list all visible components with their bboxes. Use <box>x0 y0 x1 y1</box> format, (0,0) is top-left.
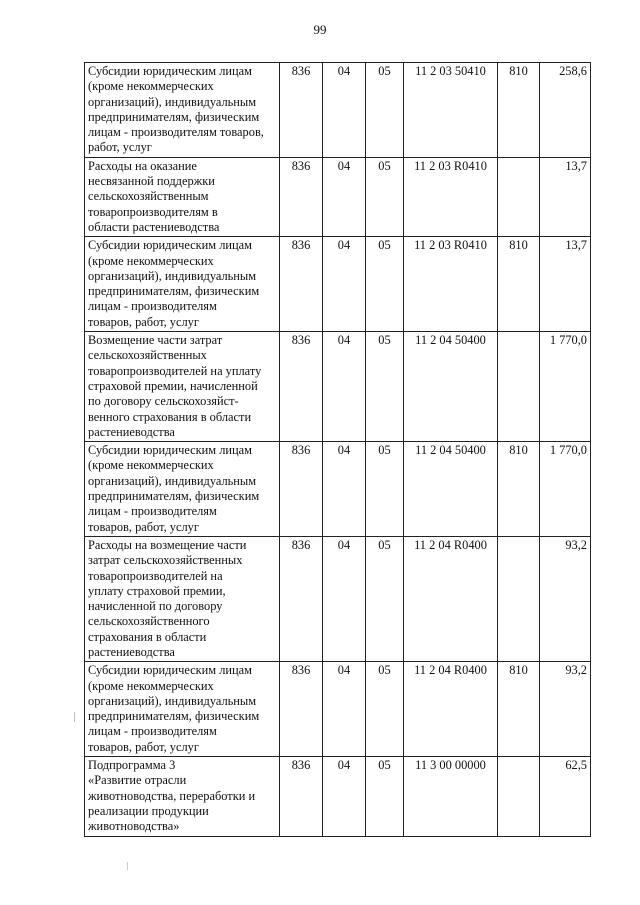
amount-cell: 93,2 <box>540 662 591 757</box>
row-name-cell <box>85 757 280 836</box>
expense-type-cell: 810 <box>498 442 540 537</box>
row-name-line: (кроме некоммерческих <box>88 253 214 268</box>
row-name-line: работ, услуг <box>88 140 152 155</box>
row-name-line: Возмещение части затрат <box>88 333 223 348</box>
section-code-cell: 04 <box>323 157 366 236</box>
row-name-line: товаров, работ, услуг <box>88 739 199 754</box>
amount-cell: 93,2 <box>540 536 591 661</box>
row-name-line: (кроме некоммерческих <box>88 678 214 693</box>
row-name-line: лицам - производителям товаров, <box>88 125 264 140</box>
row-name-line: Субсидии юридическим лицам <box>88 64 253 78</box>
row-name-cell <box>85 63 280 158</box>
row-name-line: лицам - производителям <box>88 299 217 314</box>
row-name-line: товаропроизводителей на <box>88 568 223 583</box>
row-name-line: предпринимателям, физическим <box>88 109 260 124</box>
ministry-code-cell: 836 <box>280 442 323 537</box>
row-name-line: (кроме некоммерческих <box>88 79 214 94</box>
row-name-line: животноводства» <box>88 819 180 834</box>
row-name-line: предпринимателям, физическим <box>88 709 260 724</box>
row-name-line: венного страхования в области <box>88 409 252 424</box>
ministry-code-cell: 836 <box>280 536 323 661</box>
amount-cell: 13,7 <box>540 237 591 332</box>
row-name-line: (кроме некоммерческих <box>88 458 214 473</box>
row-name-line: организаций), индивидуальным <box>88 268 257 283</box>
ministry-code-cell: 836 <box>280 63 323 158</box>
table-row <box>85 157 591 236</box>
ministry-code-cell: 836 <box>280 157 323 236</box>
amount-cell: 1 770,0 <box>540 332 591 442</box>
row-name-line: Субсидии юридическим лицам <box>88 443 253 458</box>
expense-type-cell <box>498 157 540 236</box>
row-name-cell <box>85 662 280 757</box>
row-name-cell <box>85 442 280 537</box>
section-code-cell: 04 <box>323 757 366 836</box>
row-name-line: лицам - производителям <box>88 724 217 739</box>
row-name-line: Субсидии юридическим лицам <box>88 663 253 678</box>
row-name-line: уплату страховой премии, <box>88 583 226 598</box>
scan-mark <box>127 862 128 870</box>
row-name-line: организаций), индивидуальным <box>88 473 257 488</box>
row-name-line: по договору сельскохозяйст- <box>88 394 239 409</box>
table-row <box>85 536 591 661</box>
subsection-code-cell: 05 <box>366 63 404 158</box>
expense-type-cell: 810 <box>498 63 540 158</box>
subsection-code-cell: 05 <box>366 536 404 661</box>
amount-cell: 258,6 <box>540 63 591 158</box>
row-name-line: организаций), индивидуальным <box>88 94 257 109</box>
expense-type-cell <box>498 332 540 442</box>
subsection-code-cell: 05 <box>366 662 404 757</box>
row-name-line: Расходы на возмещение части <box>88 537 247 552</box>
section-code-cell: 04 <box>323 63 366 158</box>
row-name-cell <box>85 332 280 442</box>
section-code-cell: 04 <box>323 237 366 332</box>
row-name-line: несвязанной поддержки <box>88 174 215 189</box>
row-name-line: Расходы на оказание <box>88 158 197 173</box>
row-name-line: Субсидии юридическим лицам <box>88 238 253 253</box>
row-name-line: товаропроизводителей на уплату <box>88 363 262 378</box>
target-article-cell: 11 2 04 50400 <box>404 332 498 442</box>
row-name-line: сельскохозяйственных <box>88 348 207 363</box>
row-name-line: животноводства, переработки и <box>88 788 256 803</box>
row-name-line: растениеводства <box>88 424 175 439</box>
subsection-code-cell: 05 <box>366 757 404 836</box>
row-name-line: товаропроизводителям в <box>88 204 218 219</box>
row-name-line: товаров, работ, услуг <box>88 519 199 534</box>
target-article-cell: 11 2 04 50400 <box>404 442 498 537</box>
scan-mark <box>74 712 75 722</box>
row-name-line: реализации продукции <box>88 803 209 818</box>
row-name-cell <box>85 157 280 236</box>
amount-cell: 1 770,0 <box>540 442 591 537</box>
ministry-code-cell: 836 <box>280 237 323 332</box>
subsection-code-cell: 05 <box>366 442 404 537</box>
row-name-line: страховой премии, начисленной <box>88 378 258 393</box>
table-row <box>85 757 591 836</box>
row-name-cell <box>85 536 280 661</box>
budget-table <box>84 62 591 837</box>
target-article-cell: 11 2 04 R0400 <box>404 662 498 757</box>
amount-cell: 62,5 <box>540 757 591 836</box>
amount-cell: 13,7 <box>540 157 591 236</box>
row-name-line: лицам - производителям <box>88 504 217 519</box>
row-name-line: Подпрограмма 3 <box>88 758 176 773</box>
row-name-line: «Развитие отрасли <box>88 773 187 788</box>
row-name-line: сельскохозяйственным <box>88 189 209 204</box>
expense-type-cell: 810 <box>498 237 540 332</box>
row-name-cell <box>85 237 280 332</box>
row-name-line: товаров, работ, услуг <box>88 314 199 329</box>
table-row <box>85 332 591 442</box>
target-article-cell: 11 2 03 50410 <box>404 63 498 158</box>
section-code-cell: 04 <box>323 662 366 757</box>
table-row <box>85 237 591 332</box>
table-row <box>85 63 591 158</box>
table-row <box>85 442 591 537</box>
row-name-line: начисленной по договору <box>88 599 223 614</box>
subsection-code-cell: 05 <box>366 237 404 332</box>
section-code-cell: 04 <box>323 536 366 661</box>
expense-type-cell <box>498 757 540 836</box>
section-code-cell: 04 <box>323 332 366 442</box>
ministry-code-cell: 836 <box>280 662 323 757</box>
subsection-code-cell: 05 <box>366 157 404 236</box>
row-name-line: предпринимателям, физическим <box>88 489 260 504</box>
row-name-line: области растениеводства <box>88 219 220 234</box>
table-row <box>85 662 591 757</box>
row-name-line: затрат сельскохозяйственных <box>88 553 243 568</box>
row-name-line: растениеводства <box>88 644 175 659</box>
target-article-cell: 11 2 04 R0400 <box>404 536 498 661</box>
row-name-line: сельскохозяйственного <box>88 614 210 629</box>
target-article-cell: 11 3 00 00000 <box>404 757 498 836</box>
budget-table-body <box>85 63 591 837</box>
expense-type-cell: 810 <box>498 662 540 757</box>
subsection-code-cell: 05 <box>366 332 404 442</box>
page-number: 99 <box>313 22 327 37</box>
section-code-cell: 04 <box>323 442 366 537</box>
ministry-code-cell: 836 <box>280 757 323 836</box>
row-name-line: предпринимателям, физическим <box>88 284 260 299</box>
ministry-code-cell: 836 <box>280 332 323 442</box>
target-article-cell: 11 2 03 R0410 <box>404 237 498 332</box>
row-name-line: страхования в области <box>88 629 207 644</box>
target-article-cell: 11 2 03 R0410 <box>404 157 498 236</box>
expense-type-cell <box>498 536 540 661</box>
row-name-line: организаций), индивидуальным <box>88 693 257 708</box>
